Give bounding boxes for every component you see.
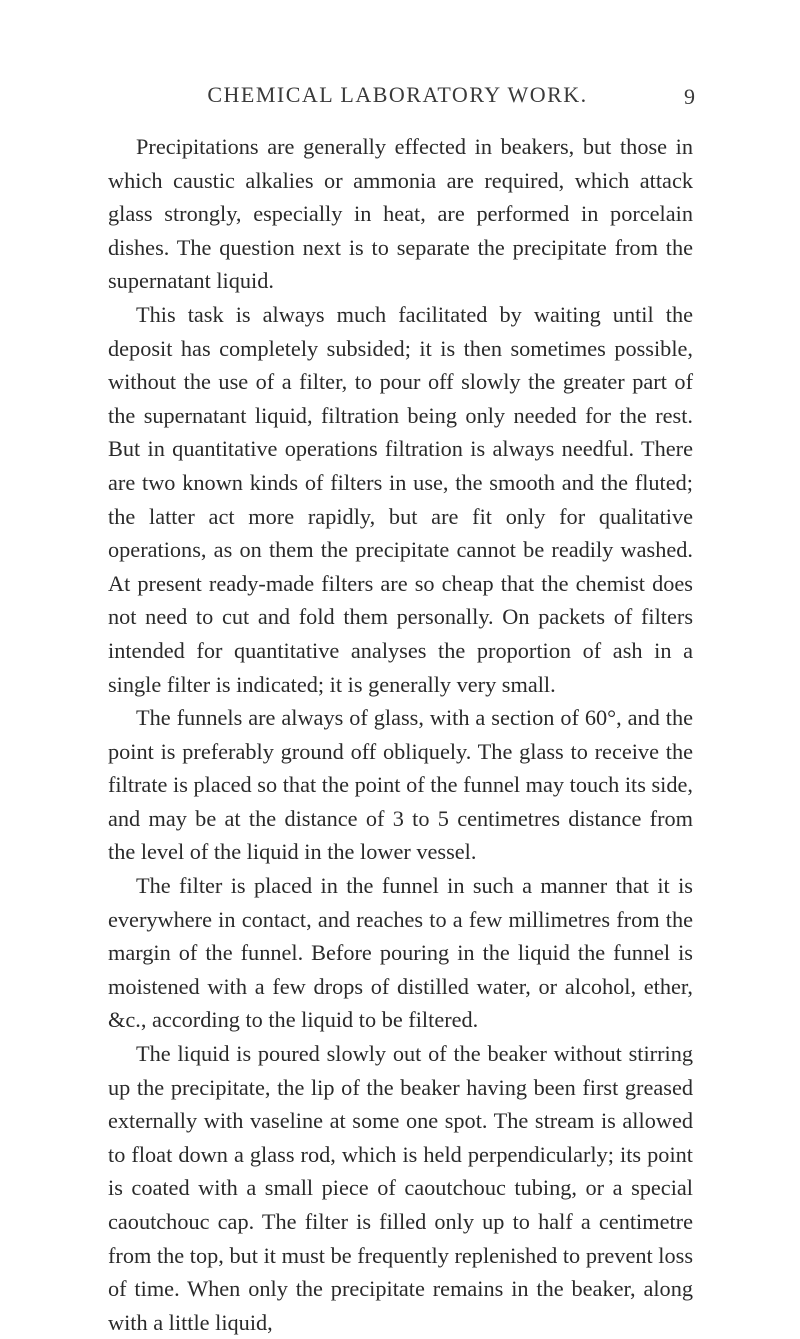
page-number: 9 [684,84,695,109]
paragraph: The funnels are always of glass, with a section of 60°, and the point is preferably ground off obliquely. The glass to receive the filtrate is placed so that the point of the funnel may touch its side, and may be at the distance of 3 to 5 centimetres distance from the level of the liquid in the lower vessel. [108,705,693,865]
body-text [108,130,693,1339]
paragraph: This task is always much facilitated by waiting until the deposit has completely subsided; it is then sometimes possible, without the use of a filter, to pour off slowly the greater part of the supernatant liquid, filtration being only needed for the rest. But in quantitative operations filtration is always needful. There are two known kinds of filters in use, the smooth and the fluted; the latter act more rapidly, but are fit only for qualitative operations, as on them the precipitate cannot be readily washed. At present ready-made filters are so cheap that the chemist does not need to cut and fold them personally. On packets of filters intended for quantitative analyses the proportion of ash in a single filter is indicated; it is generally very small. [108,301,693,697]
paragraph: The filter is placed in the funnel in such a manner that it is everywhere in contact, and reaches to a few millimetres from the margin of the funnel. Before pouring in the liquid the funnel is moistened with a few drops of distilled water, or alcohol, ether, &c., according to the liquid to be filtered. [108,873,693,1033]
paragraph: Precipitations are generally effected in beakers, but those in which caustic alkalies or ammonia are required, which attack glass strongly, especially in heat, are performed in porcelain dishes. The question next is to separate the precipitate from the supernatant liquid. [108,134,693,294]
paragraph: The liquid is poured slowly out of the beaker without stirring up the precipitate, the lip of the beaker having been first greased externally with vaseline at some one spot. The stream is allowed to float down a glass rod, which is held perpendicularly; its point is coated with a small piece of caoutchouc tubing, or a special caoutchouc cap. The filter is filled only up to half a centimetre from the top, but it must be frequently replenished to prevent loss of time. When only the precipitate remains in the beaker, along with a little liquid, [108,1041,693,1335]
running-title: CHEMICAL LABORATORY WORK. [207,82,588,107]
running-head [110,82,695,118]
